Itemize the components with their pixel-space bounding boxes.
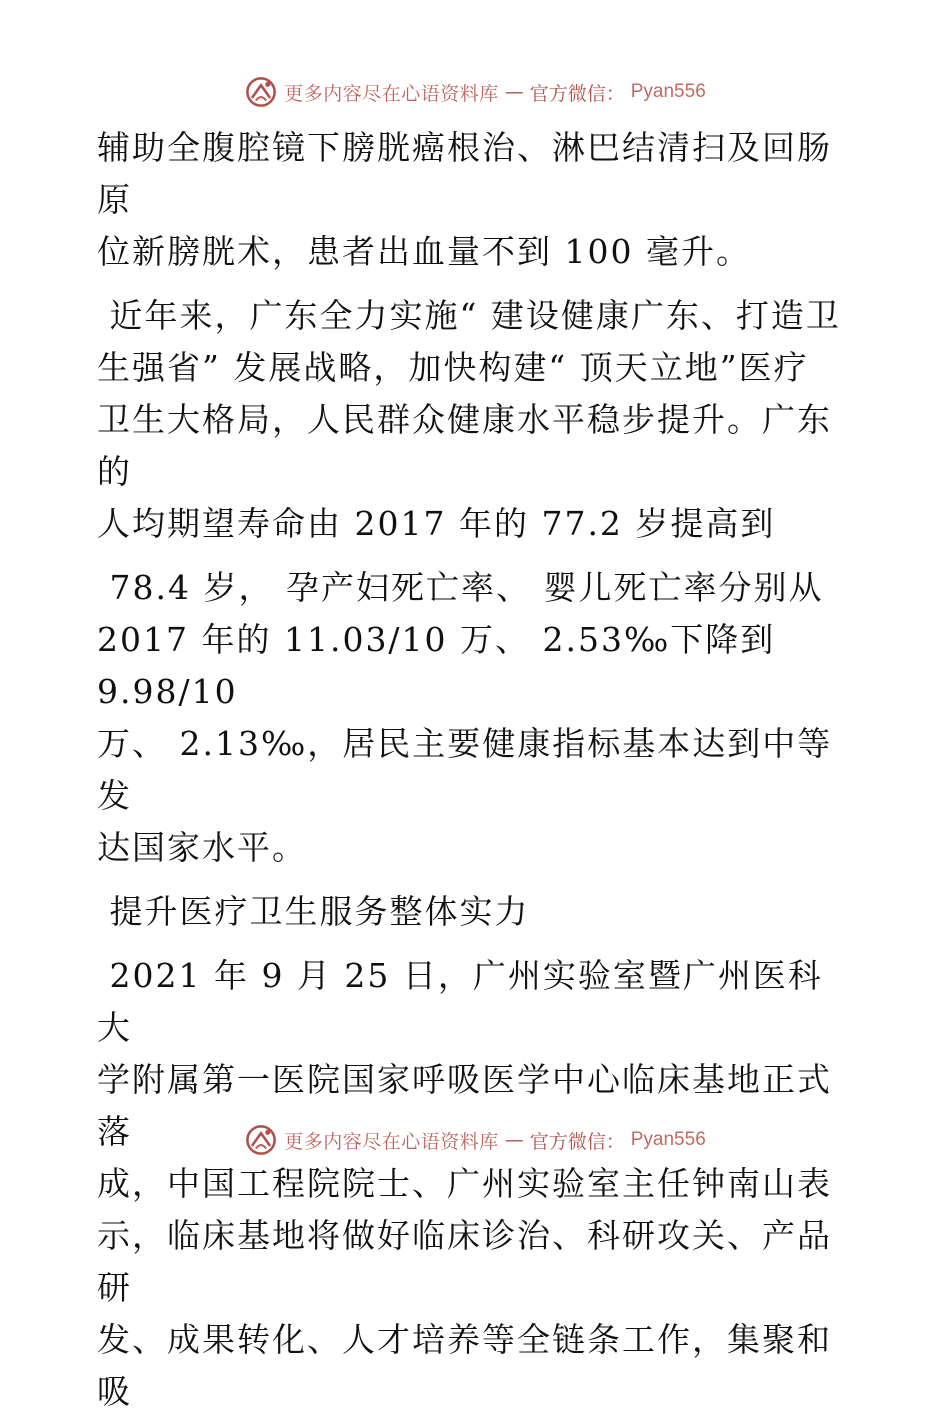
watermark-dash: —: [504, 81, 524, 103]
seal-logo-icon: [244, 75, 278, 109]
watermark-official-label: 官方微信：: [529, 82, 625, 105]
watermark-wechat-id: Pyan556: [630, 81, 706, 102]
text-line: 学附属第一医院国家呼吸医学中心临床基地正式落: [97, 1060, 832, 1151]
watermark-dash: —: [504, 1129, 524, 1151]
text-line: 万、 2.13‰，居民主要健康指标基本达到中等发: [97, 724, 833, 815]
text-line: 示，临床基地将做好临床诊治、科研攻关、产品研: [97, 1216, 832, 1307]
document-body: [97, 122, 857, 1418]
text-line: 2021 年 9 月 25 日，广州实验室暨广州医科大: [97, 956, 823, 1047]
text-line: 辅助全腹腔镜下膀胱癌根治、淋巴结清扫及回肠原: [97, 128, 832, 219]
text-line: 78.4 岁， 孕产妇死亡率、 婴儿死亡率分别从: [97, 568, 824, 607]
footer-watermark: [0, 1120, 950, 1160]
text-line: 卫生大格局，人民群众健康水平稳步提升。广东的: [97, 400, 832, 491]
paragraph-health-indicators: [97, 562, 857, 874]
text-line: 位新膀胱术，患者出血量不到 100 毫升。: [97, 232, 751, 271]
text-line: 生强省” 发展战略，加快构建“ 顶天立地”医疗: [97, 348, 809, 387]
paragraph-guangzhou-lab: [97, 950, 857, 1418]
text-line: 成，中国工程院院士、广州实验室主任钟南山表: [97, 1164, 832, 1203]
watermark-site-text: 更多内容尽在心语资料库: [284, 82, 499, 105]
paragraph-health-strategy: [97, 290, 857, 550]
text-line: 人均期望寿命由 2017 年的 77.2 岁提高到: [97, 504, 776, 543]
section-heading: [97, 886, 857, 938]
seal-logo-icon: [244, 1123, 278, 1157]
watermark-wechat-id: Pyan556: [630, 1129, 706, 1150]
text-line: 达国家水平。: [97, 828, 307, 867]
text-line: 近年来，广东全力实施“ 建设健康广东、打造卫: [97, 296, 841, 335]
text-line: 2017 年的 11.03/10 万、 2.53‰下降到 9.98/10: [97, 620, 788, 711]
watermark-site-text: 更多内容尽在心语资料库: [284, 1130, 499, 1153]
header-watermark: [0, 72, 950, 112]
watermark-official-label: 官方微信：: [529, 1130, 625, 1153]
text-line: 发、成果转化、人才培养等全链条工作，集聚和吸: [97, 1320, 832, 1411]
paragraph-surgery: [97, 122, 857, 278]
text-line: 提升医疗卫生服务整体实力: [97, 892, 530, 931]
